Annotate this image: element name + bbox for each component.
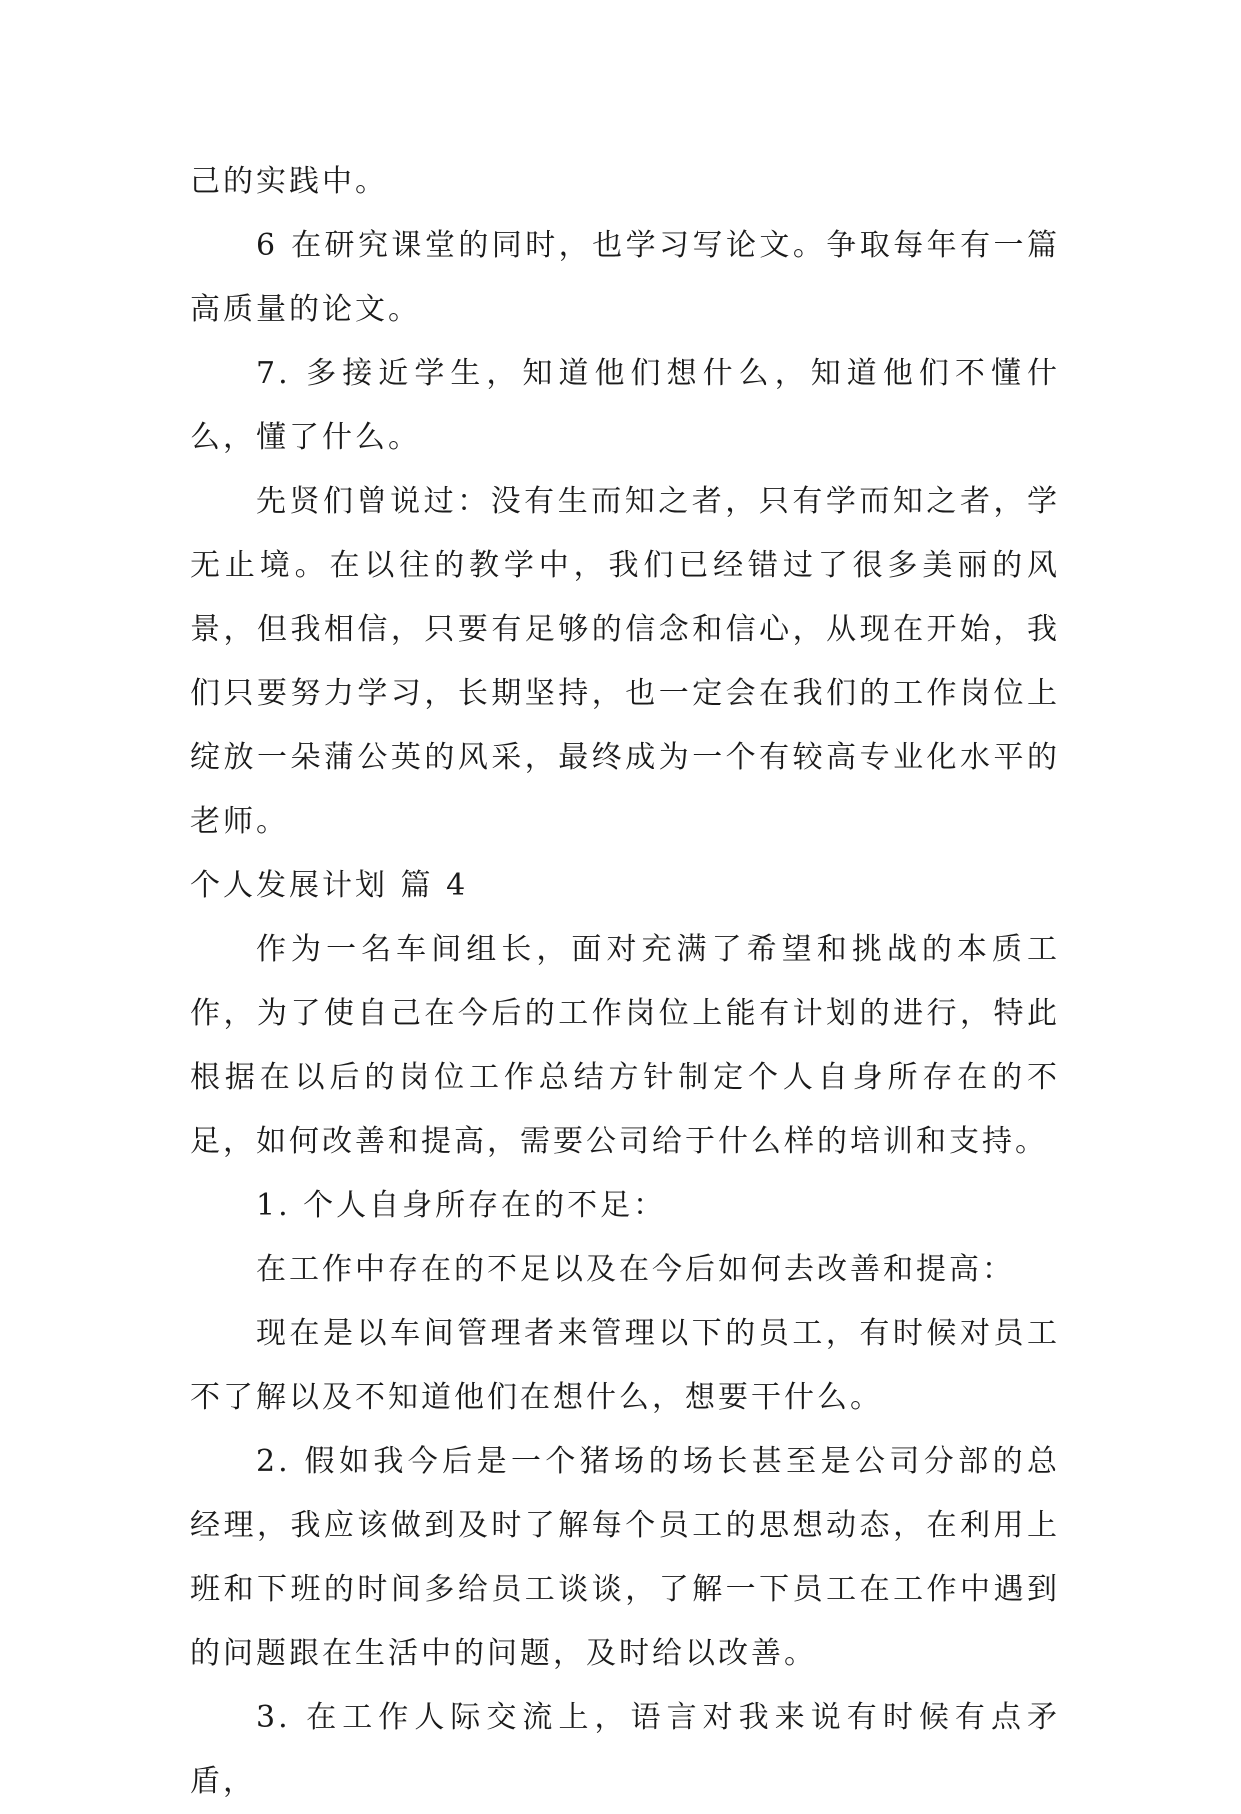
- paragraph-subheading: 在工作中存在的不足以及在今后如何去改善和提高：: [256, 1252, 1015, 1287]
- paragraph-item-3: 3. 在工作人际交流上，语言对我来说有时候有点矛盾，: [190, 1700, 1060, 1799]
- document-body: [190, 150, 1060, 1814]
- paragraph-item-2: 2. 假如我今后是一个猪场的场长甚至是公司分部的总经理，我应该做到及时了解每个员工的思想动态，在利用上班和下班的时间多给员工谈谈，了解一下员工在工作中遇到的问题跟在生活中的问题，及时给以改善。: [190, 1444, 1060, 1671]
- paragraph-conclusion: 先贤们曾说过：没有生而知之者，只有学而知之者，学无止境。在以往的教学中，我们已经错过了很多美丽的风景，但我相信，只要有足够的信念和信心，从现在开始，我们只要努力学习，长期坚持，也一定会在我们的工作岗位上绽放一朵蒲公英的风采，最终成为一个有较高专业化水平的老师。: [190, 484, 1060, 839]
- section-heading: 个人发展计划 篇 4: [190, 868, 469, 903]
- paragraph-item-6: 6 在研究课堂的同时，也学习写论文。争取每年有一篇高质量的论文。: [190, 228, 1060, 327]
- paragraph-current-status: 现在是以车间管理者来管理以下的员工，有时候对员工不了解以及不知道他们在想什么，想要干什么。: [190, 1316, 1060, 1415]
- paragraph-item-1: 1. 个人自身所存在的不足：: [256, 1188, 667, 1223]
- paragraph-intro: 作为一名车间组长，面对充满了希望和挑战的本质工作，为了使自己在今后的工作岗位上能有计划的进行，特此根据在以后的岗位工作总结方针制定个人自身所存在的不足，如何改善和提高，需要公司给于什么样的培训和支持。: [190, 932, 1060, 1159]
- paragraph-item-7: 7. 多接近学生，知道他们想什么，知道他们不懂什么，懂了什么。: [190, 356, 1060, 455]
- paragraph-continuation: 己的实践中。: [190, 164, 388, 199]
